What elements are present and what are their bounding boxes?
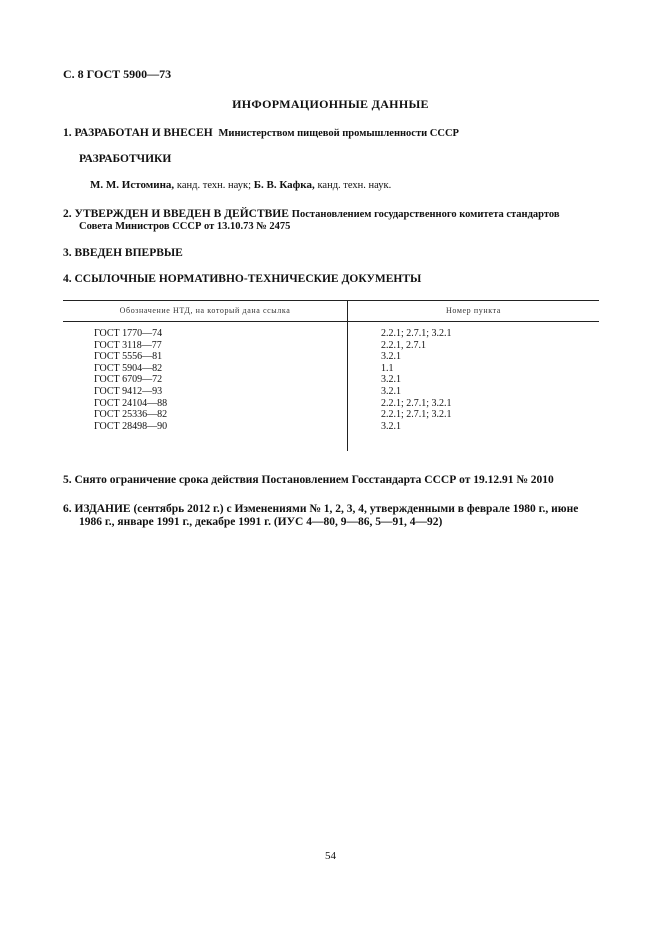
table-cell-item: 3.2.1 [381,374,401,386]
table-cell-item: 2.2.1, 2.7.1 [381,339,426,351]
developer-name: М. М. Истомина, [90,179,175,191]
section-1-text: Министерством пищевой промышленности СССР [218,128,459,139]
table-cell-document: ГОСТ 9412—93 [94,386,163,397]
table-cell-document: ГОСТ 5904—82 [94,362,163,374]
table-column-divider [347,300,348,451]
table-cell-item: 3.2.1 [381,386,401,397]
developer-degree: канд. техн. наук; [176,180,251,191]
section-3: 3. ВВЕДЕН ВПЕРВЫЕ [63,247,183,259]
section-5: 5. Снято ограничение срока действия Постановлением Госстандарта СССР от 19.12.91 № 2010 [63,474,554,486]
table-cell-document: ГОСТ 5556—81 [94,351,163,363]
developers-list [90,179,391,191]
table-cell-document: ГОСТ 24104—88 [94,397,168,409]
table-cell-document: ГОСТ 25336—82 [94,409,168,421]
section-2-text: Постановлением государственного комитета стандартов [291,209,560,220]
table-cell-document: ГОСТ 3118—77 [94,339,162,351]
section-2-continuation: Совета Министров СССР от 13.10.73 № 2475 [79,221,291,232]
table-cell-item: 1.1 [381,362,394,374]
table-cell-item: 2.2.1; 2.7.1; 3.2.1 [381,328,452,339]
section-2 [63,208,560,220]
section-6-continuation: 1986 г., январе 1991 г., декабре 1991 г. (ИУС 4—80, 9—86, 5—91, 4—92) [79,516,443,528]
developer-degree: канд. техн. наук. [317,180,392,191]
section-1 [63,127,459,139]
developer-name: Б. В. Кафка, [253,179,315,191]
document-title: ИНФОРМАЦИОННЫЕ ДАННЫЕ [232,97,429,111]
table-cell-item: 2.2.1; 2.7.1; 3.2.1 [381,397,452,409]
table-cell-document: ГОСТ 28498—90 [94,420,168,432]
table-header-item: Номер пункта [446,306,501,315]
table-cell-item: 3.2.1 [381,420,401,432]
page-number: 54 [325,850,336,862]
table-cell-item: 3.2.1 [381,351,401,363]
section-4: 4. ССЫЛОЧНЫЕ НОРМАТИВНО-ТЕХНИЧЕСКИЕ ДОКУМЕНТЫ [63,273,422,285]
table-header-rule [63,321,599,322]
section-6: 6. ИЗДАНИЕ (сентябрь 2012 г.) с Изменениями № 1, 2, 3, 4, утвержденными в феврале 1980 г., июне [63,503,579,515]
table-cell-item: 2.2.1; 2.7.1; 3.2.1 [381,409,452,421]
table-cell-document: ГОСТ 6709—72 [94,374,163,386]
page-header: С. 8 ГОСТ 5900—73 [63,67,172,81]
section-1-lead: 1. РАЗРАБОТАН И ВНЕСЕН [63,127,213,139]
developers-heading: РАЗРАБОТЧИКИ [79,153,172,165]
table-header-document: Обозначение НТД, на который дана ссылка [119,306,291,315]
section-2-lead: 2. УТВЕРЖДЕН И ВВЕДЕН В ДЕЙСТВИЕ [63,208,289,220]
table-top-rule [63,300,599,301]
table-cell-document: ГОСТ 1770—74 [94,328,163,339]
